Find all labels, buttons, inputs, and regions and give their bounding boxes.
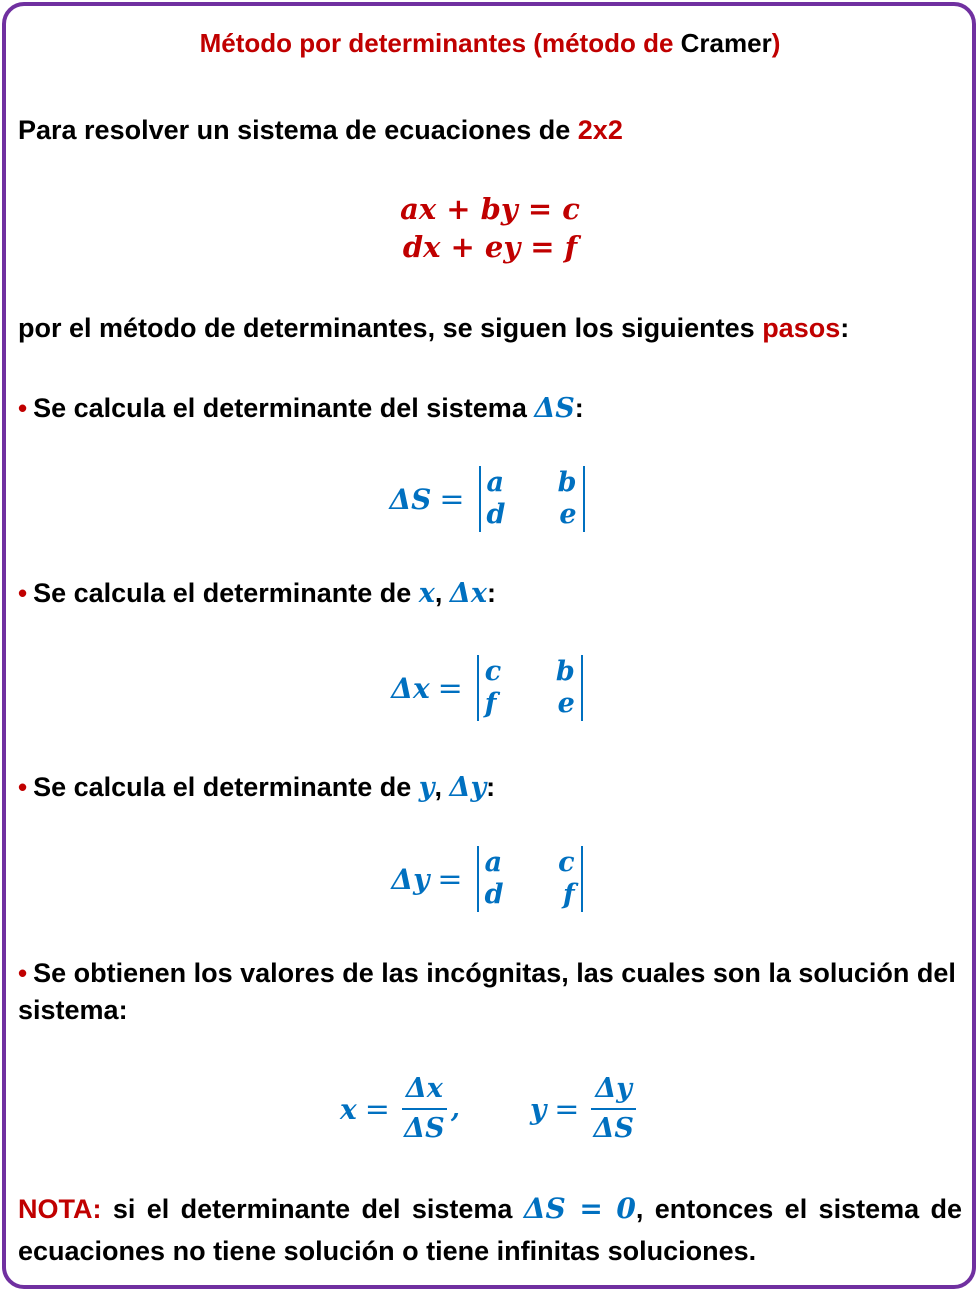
step-4: • Se obtienen los valores de las incógnitas, las cuales son la solución del sistema: <box>18 958 956 1025</box>
page-title: Método por determinantes (método de Cramer) <box>199 28 781 58</box>
solution-formulas: x = $\frac{\Delta x}{\Delta S}$ , y = $\frac{\Delta y}{\Delta S}$ <box>0 1072 980 1146</box>
equation-2: dx + ey = f <box>402 230 578 264</box>
determinant-y: Δy = a c d f <box>0 846 980 912</box>
fraction-x: $\frac{\Delta x}{\Delta S}$ <box>402 1072 447 1146</box>
equation-system <box>0 190 980 266</box>
bullet-icon: • <box>18 958 28 988</box>
fraction-y: $\frac{\Delta y}{\Delta S}$ <box>591 1072 636 1146</box>
steps-intro: por el método de determinantes, se siguen los siguientes pasos: <box>18 313 850 343</box>
determinant-bar-left <box>477 655 479 721</box>
determinant-x: Δx = c b f e <box>0 655 980 721</box>
note: NOTA: si el determinante del sistema ΔS = 0, entonces el sistema de ecuaciones no tiene solución o tiene infinitas soluciones. <box>18 1192 962 1266</box>
step-3: • Se calcula el determinante de y, Δy: <box>18 772 496 803</box>
bullet-icon: • <box>18 772 28 802</box>
step-1: • Se calcula el determinante del sistema ΔS: <box>18 393 584 424</box>
bullet-icon: • <box>18 578 28 608</box>
determinant-s: ΔS = a b d e <box>0 466 980 532</box>
determinant-bar-right <box>581 846 583 912</box>
bullet-icon: • <box>18 393 28 423</box>
equation-1: ax + by = c <box>400 192 580 226</box>
determinant-bar-right <box>583 466 585 532</box>
step-2: • Se calcula el determinante de x, Δx: <box>18 578 496 609</box>
note-label: NOTA: <box>18 1194 102 1224</box>
intro-text: Para resolver un sistema de ecuaciones de 2x2 <box>18 115 623 145</box>
determinant-bar-left <box>477 846 479 912</box>
determinant-bar-left <box>479 466 481 532</box>
determinant-bar-right <box>581 655 583 721</box>
